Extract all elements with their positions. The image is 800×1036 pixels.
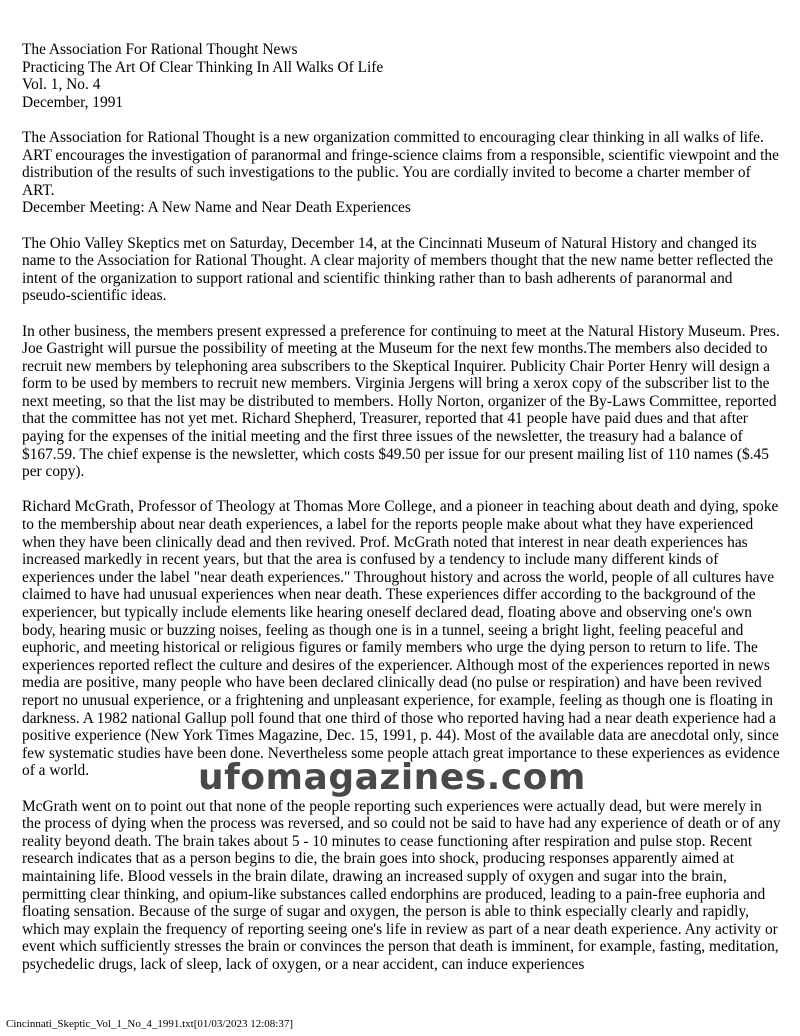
paragraph-mcgrath-continued: McGrath went on to point out that none of the people reporting such experiences were actually dead, but were merely in the process of dying when the process was reversed, and so could not be said to have had any experience of death or of any reality beyond death. The brain takes about 5 - 10 minutes to cease functioning after respiration and pulse stop. Recent research indicates that as a person begins to die, the brain goes into shock, producing responses apparently aimed at maintaining life. Blood vessels in the brain dilate, drawing an increased supply of oxygen and sugar into the brain, permitting clear thinking, and opium-like substances called endorphins are produced, leading to a pain-free euphoria and floating sensation. Because of the surge of sugar and oxygen, the person is able to think especially clearly and rapidly, which may explain the frequency of reporting seeing one's life in review as part of a near death experience. Any activity or event which sufficiently stresses the brain or convinces the person that death is imminent, for example, fasting, meditation, psychedelic drugs, lack of sleep, lack of oxygen, or a near accident, can induce experiences [22,797,781,973]
paragraph-business: In other business, the members present expressed a preference for continuing to meet at the Natural History Museum. Pres. Joe Gastright will pursue the possibility of meeting at the Museum for the next few months.The members also decided to recruit new members by telephoning area subscribers to the Skeptical Inquirer. Publicity Chair Porter Henry will design a form to be used by members to recruit new members. Virginia Jergens will bring a xerox copy of the subscriber list to the next meeting, so that the list may be distributed to members. Holly Norton, organizer of the By-Laws Committee, reported that the committee has not yet met. Richard Shepherd, Treasurer, reported that 41 people have paid dues and that after paying for the expenses of the initial meeting and the first three issues of the newsletter, the treasury had a balance of $167.59. The chief expense is the newsletter, which costs $49.50 per issue for our present mailing list of 110 names ($.45 per copy). [22,322,780,481]
newsletter-title: The Association For Rational Thought News [22,41,298,58]
newsletter-motto: Practicing The Art Of Clear Thinking In All Walks Of Life [22,58,384,76]
file-footer: Cincinnati_Skeptic_Vol_1_No_4_1991.txt[01/03/2023 12:08:37] [6,1018,294,1030]
volume-number: Vol. 1, No. 4 [22,76,101,94]
paragraph-meeting: The Ohio Valley Skeptics met on Saturday, December 14, at the Cincinnati Museum of Natural History and changed its name to the Association for Rational Thought. A clear majority of members thought that the new name better reflected the intent of the organization to support rational and scientific thinking rather than to bash adherents of paranormal and pseudo-scientific ideas. [22,234,774,305]
section-title: December Meeting: A New Name and Near Death Experiences [22,199,411,217]
intro-paragraph: The Association for Rational Thought is a new organization committed to encouraging clear thinking in all walks of life. ART encourages the investigation of paranormal and fringe-science claims from a responsible, scientific viewpoint and the distribution of the results of such investigations to the public. You are cordially invited to become a charter member of ART. [22,128,779,199]
document-body [22,41,782,991]
watermark-text: ufomagazines.com [198,757,586,798]
issue-date: December, 1991 [22,93,124,111]
paragraph-mcgrath-talk: Richard McGrath, Professor of Theology at Thomas More College, and a pioneer in teaching about death and dying, spoke to the membership about near death experiences, a label for the reports people make about what they have experienced when they have been clinically dead and then revived. Prof. McGrath noted that interest in near death experiences has increased markedly in recent years, but that the area is confused by a tendency to include many different kinds of experiences under the label "near death experiences." Throughout history and across the world, people of all cultures have claimed to have had unusual experiences when near death. These experiences differ according to the background of the experiencer, but typically include elements like hearing oneself declared dead, floating above and observing one's own body, hearing music or buzzing noises, feeling as though one is in a tunnel, seeing a bright light, feeling peaceful and euphoric, and meeting historical or religious figures or family members who urge the dying person to return to life. The experiences reported reflect the culture and desires of the experiencer. Although most of the experiences reported in news media are positive, many people who have been declared clinically dead (no pulse or respiration) and have been revived report no unusual experience, or a frightening and unpleasant experience, for example, feeling as though one is floating in darkness. A 1982 national Gallup poll found that one third of those who reported having had a near death experience had a positive experience (New York Times Magazine, Dec. 15, 1991, p. 44). Most of the available data are anecdotal only, since few systematic studies have been done. Nevertheless some people attach great importance to these experiences as evidence of a world. [22,498,780,780]
newsletter-header [22,41,782,111]
